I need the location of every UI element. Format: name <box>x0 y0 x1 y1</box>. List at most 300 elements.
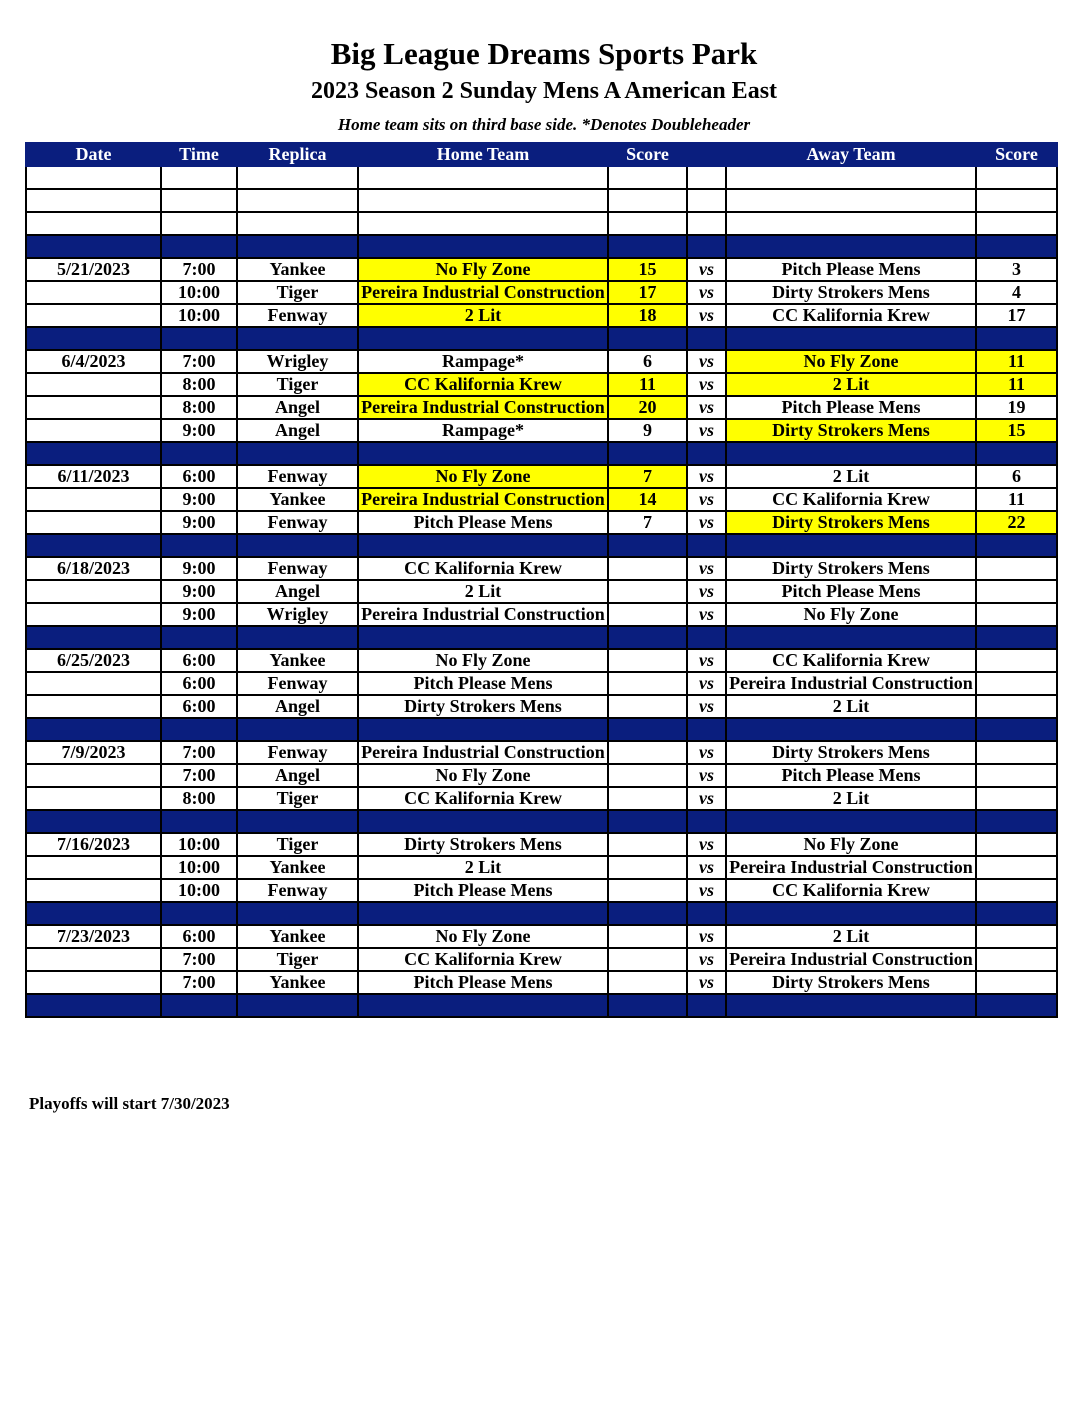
separator-cell <box>237 810 358 833</box>
vs-cell: vs <box>687 971 726 994</box>
separator-cell <box>237 235 358 258</box>
away-team-cell: 2 Lit <box>726 373 976 396</box>
time-cell: 6:00 <box>161 465 237 488</box>
separator-cell <box>237 442 358 465</box>
blank-cell <box>608 166 687 189</box>
home-team-cell: CC Kalifornia Krew <box>358 373 608 396</box>
replica-cell: Yankee <box>237 971 358 994</box>
home-score-cell <box>608 787 687 810</box>
vs-cell: vs <box>687 695 726 718</box>
vs-cell: vs <box>687 258 726 281</box>
separator-cell <box>358 626 608 649</box>
separator-cell <box>237 902 358 925</box>
game-row <box>26 764 1057 787</box>
away-score-cell: 17 <box>976 304 1057 327</box>
home-score-cell: 15 <box>608 258 687 281</box>
separator-cell <box>26 534 161 557</box>
home-team-cell: No Fly Zone <box>358 764 608 787</box>
vs-cell: vs <box>687 649 726 672</box>
away-score-cell <box>976 672 1057 695</box>
separator-cell <box>608 534 687 557</box>
separator-cell <box>976 534 1057 557</box>
date-cell <box>26 396 161 419</box>
home-score-cell: 6 <box>608 350 687 373</box>
game-row <box>26 580 1057 603</box>
home-team-cell: No Fly Zone <box>358 649 608 672</box>
col-header-home-team: Home Team <box>358 143 608 166</box>
replica-cell: Angel <box>237 419 358 442</box>
home-score-cell <box>608 649 687 672</box>
time-cell: 6:00 <box>161 695 237 718</box>
separator-cell <box>687 327 726 350</box>
home-score-cell <box>608 603 687 626</box>
separator-cell <box>237 994 358 1017</box>
game-row <box>26 741 1057 764</box>
away-team-cell: CC Kalifornia Krew <box>726 304 976 327</box>
date-cell <box>26 948 161 971</box>
away-team-cell: CC Kalifornia Krew <box>726 879 976 902</box>
home-score-cell: 7 <box>608 511 687 534</box>
separator-cell <box>161 534 237 557</box>
col-header-replica: Replica <box>237 143 358 166</box>
time-cell: 7:00 <box>161 948 237 971</box>
time-cell: 7:00 <box>161 350 237 373</box>
vs-cell: vs <box>687 603 726 626</box>
blank-cell <box>726 212 976 235</box>
separator-cell <box>358 235 608 258</box>
away-team-cell: Dirty Strokers Mens <box>726 971 976 994</box>
game-row <box>26 304 1057 327</box>
home-team-cell: Rampage* <box>358 350 608 373</box>
separator-cell <box>976 718 1057 741</box>
away-team-cell: Pereira Industrial Construction <box>726 672 976 695</box>
game-row <box>26 258 1057 281</box>
time-cell: 8:00 <box>161 373 237 396</box>
blank-cell <box>26 189 161 212</box>
separator-cell <box>26 442 161 465</box>
away-score-cell <box>976 580 1057 603</box>
home-score-cell: 17 <box>608 281 687 304</box>
home-score-cell <box>608 971 687 994</box>
home-score-cell <box>608 695 687 718</box>
separator-cell <box>608 235 687 258</box>
col-header-away-score: Score <box>976 143 1057 166</box>
game-row <box>26 488 1057 511</box>
col-header-away-team: Away Team <box>726 143 976 166</box>
separator-cell <box>726 235 976 258</box>
game-row <box>26 511 1057 534</box>
separator-cell <box>976 327 1057 350</box>
game-row <box>26 419 1057 442</box>
time-cell: 8:00 <box>161 396 237 419</box>
col-header-home-score: Score <box>608 143 687 166</box>
separator-cell <box>976 994 1057 1017</box>
away-team-cell: Pereira Industrial Construction <box>726 948 976 971</box>
game-row <box>26 833 1057 856</box>
away-score-cell: 11 <box>976 373 1057 396</box>
separator-cell <box>237 718 358 741</box>
away-team-cell: No Fly Zone <box>726 833 976 856</box>
home-team-cell: Rampage* <box>358 419 608 442</box>
separator-cell <box>358 994 608 1017</box>
date-cell <box>26 695 161 718</box>
away-score-cell <box>976 787 1057 810</box>
away-team-cell: Dirty Strokers Mens <box>726 511 976 534</box>
away-team-cell: Pitch Please Mens <box>726 764 976 787</box>
replica-cell: Tiger <box>237 948 358 971</box>
vs-cell: vs <box>687 465 726 488</box>
separator-cell <box>26 327 161 350</box>
separator-row <box>26 327 1057 350</box>
vs-cell: vs <box>687 580 726 603</box>
separator-cell <box>687 902 726 925</box>
separator-cell <box>976 902 1057 925</box>
away-team-cell: No Fly Zone <box>726 603 976 626</box>
home-team-cell: 2 Lit <box>358 304 608 327</box>
game-row <box>26 971 1057 994</box>
date-cell: 5/21/2023 <box>26 258 161 281</box>
home-score-cell <box>608 879 687 902</box>
date-cell <box>26 580 161 603</box>
blank-cell <box>608 212 687 235</box>
vs-cell: vs <box>687 856 726 879</box>
game-row <box>26 350 1057 373</box>
date-cell <box>26 281 161 304</box>
vs-cell: vs <box>687 833 726 856</box>
home-score-cell <box>608 672 687 695</box>
away-team-cell: No Fly Zone <box>726 350 976 373</box>
separator-cell <box>358 902 608 925</box>
away-team-cell: Dirty Strokers Mens <box>726 741 976 764</box>
separator-cell <box>726 442 976 465</box>
vs-cell: vs <box>687 511 726 534</box>
home-score-cell <box>608 925 687 948</box>
separator-cell <box>726 902 976 925</box>
away-score-cell: 19 <box>976 396 1057 419</box>
home-score-cell <box>608 557 687 580</box>
col-header-vs <box>687 143 726 166</box>
schedule-note: Home team sits on third base side. *Denotes Doubleheader <box>337 115 751 134</box>
replica-cell: Fenway <box>237 672 358 695</box>
separator-cell <box>976 810 1057 833</box>
home-team-cell: Pitch Please Mens <box>358 971 608 994</box>
separator-cell <box>26 810 161 833</box>
separator-cell <box>976 235 1057 258</box>
replica-cell: Yankee <box>237 649 358 672</box>
home-score-cell: 14 <box>608 488 687 511</box>
blank-cell <box>161 212 237 235</box>
date-cell <box>26 764 161 787</box>
separator-cell <box>237 626 358 649</box>
date-cell <box>26 603 161 626</box>
time-cell: 9:00 <box>161 488 237 511</box>
away-team-cell: CC Kalifornia Krew <box>726 488 976 511</box>
date-cell: 7/9/2023 <box>26 741 161 764</box>
separator-cell <box>726 994 976 1017</box>
separator-cell <box>608 442 687 465</box>
game-row <box>26 879 1057 902</box>
separator-cell <box>161 235 237 258</box>
separator-cell <box>976 626 1057 649</box>
away-score-cell: 15 <box>976 419 1057 442</box>
blank-cell <box>726 189 976 212</box>
replica-cell: Tiger <box>237 833 358 856</box>
away-team-cell: Dirty Strokers Mens <box>726 419 976 442</box>
time-cell: 7:00 <box>161 741 237 764</box>
blank-row <box>26 166 1057 189</box>
replica-cell: Angel <box>237 764 358 787</box>
vs-cell: vs <box>687 764 726 787</box>
vs-cell: vs <box>687 787 726 810</box>
game-row <box>26 603 1057 626</box>
replica-cell: Wrigley <box>237 350 358 373</box>
replica-cell: Tiger <box>237 787 358 810</box>
blank-cell <box>687 189 726 212</box>
separator-cell <box>726 534 976 557</box>
blank-cell <box>726 166 976 189</box>
schedule-table <box>25 142 1058 1018</box>
game-row <box>26 465 1057 488</box>
home-score-cell: 9 <box>608 419 687 442</box>
blank-cell <box>358 166 608 189</box>
blank-cell <box>237 166 358 189</box>
date-cell <box>26 787 161 810</box>
separator-row <box>26 235 1057 258</box>
replica-cell: Yankee <box>237 925 358 948</box>
separator-row <box>26 718 1057 741</box>
separator-cell <box>161 718 237 741</box>
replica-cell: Fenway <box>237 741 358 764</box>
blank-cell <box>161 166 237 189</box>
replica-cell: Fenway <box>237 557 358 580</box>
home-team-cell: Pitch Please Mens <box>358 879 608 902</box>
separator-cell <box>161 442 237 465</box>
date-cell <box>26 672 161 695</box>
away-score-cell <box>976 971 1057 994</box>
separator-cell <box>26 902 161 925</box>
date-cell <box>26 373 161 396</box>
home-team-cell: CC Kalifornia Krew <box>358 557 608 580</box>
separator-cell <box>608 810 687 833</box>
time-cell: 10:00 <box>161 833 237 856</box>
home-score-cell <box>608 741 687 764</box>
home-score-cell: 18 <box>608 304 687 327</box>
game-row <box>26 787 1057 810</box>
replica-cell: Angel <box>237 580 358 603</box>
separator-cell <box>358 442 608 465</box>
home-team-cell: Pitch Please Mens <box>358 511 608 534</box>
date-cell <box>26 419 161 442</box>
separator-cell <box>161 902 237 925</box>
separator-cell <box>161 810 237 833</box>
home-team-cell: CC Kalifornia Krew <box>358 787 608 810</box>
game-row <box>26 373 1057 396</box>
vs-cell: vs <box>687 557 726 580</box>
home-score-cell: 20 <box>608 396 687 419</box>
away-score-cell <box>976 925 1057 948</box>
time-cell: 9:00 <box>161 580 237 603</box>
away-score-cell <box>976 741 1057 764</box>
time-cell: 6:00 <box>161 925 237 948</box>
replica-cell: Yankee <box>237 856 358 879</box>
vs-cell: vs <box>687 925 726 948</box>
away-score-cell: 22 <box>976 511 1057 534</box>
home-score-cell <box>608 856 687 879</box>
away-score-cell <box>976 603 1057 626</box>
home-team-cell: Pereira Industrial Construction <box>358 603 608 626</box>
away-team-cell: 2 Lit <box>726 465 976 488</box>
separator-cell <box>26 718 161 741</box>
vs-cell: vs <box>687 879 726 902</box>
col-header-time: Time <box>161 143 237 166</box>
away-score-cell <box>976 879 1057 902</box>
blank-cell <box>26 166 161 189</box>
away-score-cell <box>976 856 1057 879</box>
time-cell: 7:00 <box>161 258 237 281</box>
separator-row <box>26 810 1057 833</box>
vs-cell: vs <box>687 281 726 304</box>
away-team-cell: Pereira Industrial Construction <box>726 856 976 879</box>
vs-cell: vs <box>687 373 726 396</box>
home-team-cell: 2 Lit <box>358 580 608 603</box>
schedule-body <box>26 166 1057 1017</box>
separator-cell <box>687 994 726 1017</box>
home-team-cell: Pereira Industrial Construction <box>358 281 608 304</box>
separator-cell <box>976 442 1057 465</box>
home-team-cell: CC Kalifornia Krew <box>358 948 608 971</box>
vs-cell: vs <box>687 419 726 442</box>
time-cell: 10:00 <box>161 879 237 902</box>
home-team-cell: No Fly Zone <box>358 925 608 948</box>
page-title: Big League Dreams Sports Park <box>330 36 758 71</box>
separator-cell <box>608 902 687 925</box>
home-score-cell <box>608 580 687 603</box>
blank-cell <box>358 189 608 212</box>
replica-cell: Angel <box>237 695 358 718</box>
date-cell <box>26 488 161 511</box>
date-cell: 6/4/2023 <box>26 350 161 373</box>
blank-cell <box>237 189 358 212</box>
time-cell: 7:00 <box>161 764 237 787</box>
date-cell: 6/11/2023 <box>26 465 161 488</box>
vs-cell: vs <box>687 488 726 511</box>
away-team-cell: Pitch Please Mens <box>726 580 976 603</box>
time-cell: 10:00 <box>161 856 237 879</box>
vs-cell: vs <box>687 948 726 971</box>
replica-cell: Fenway <box>237 511 358 534</box>
away-score-cell: 6 <box>976 465 1057 488</box>
away-score-cell: 11 <box>976 350 1057 373</box>
separator-row <box>26 902 1057 925</box>
home-team-cell: Pereira Industrial Construction <box>358 488 608 511</box>
away-score-cell <box>976 764 1057 787</box>
separator-cell <box>608 327 687 350</box>
date-cell <box>26 971 161 994</box>
time-cell: 9:00 <box>161 557 237 580</box>
blank-cell <box>161 189 237 212</box>
separator-row <box>26 442 1057 465</box>
game-row <box>26 649 1057 672</box>
blank-cell <box>608 189 687 212</box>
separator-cell <box>687 718 726 741</box>
home-score-cell <box>608 948 687 971</box>
date-cell: 6/18/2023 <box>26 557 161 580</box>
blank-cell <box>237 212 358 235</box>
away-team-cell: Pitch Please Mens <box>726 258 976 281</box>
separator-cell <box>726 626 976 649</box>
replica-cell: Fenway <box>237 879 358 902</box>
replica-cell: Fenway <box>237 465 358 488</box>
time-cell: 9:00 <box>161 419 237 442</box>
blank-cell <box>976 189 1057 212</box>
separator-cell <box>726 327 976 350</box>
separator-cell <box>608 994 687 1017</box>
home-score-cell: 11 <box>608 373 687 396</box>
vs-cell: vs <box>687 350 726 373</box>
home-score-cell <box>608 764 687 787</box>
date-cell: 7/23/2023 <box>26 925 161 948</box>
playoffs-note: Playoffs will start 7/30/2023 <box>29 1094 230 1113</box>
game-row <box>26 396 1057 419</box>
blank-cell <box>976 166 1057 189</box>
home-team-cell: Dirty Strokers Mens <box>358 833 608 856</box>
separator-cell <box>726 718 976 741</box>
time-cell: 9:00 <box>161 603 237 626</box>
separator-cell <box>358 810 608 833</box>
date-cell <box>26 304 161 327</box>
game-row <box>26 856 1057 879</box>
away-team-cell: Dirty Strokers Mens <box>726 557 976 580</box>
away-score-cell <box>976 695 1057 718</box>
away-score-cell: 4 <box>976 281 1057 304</box>
game-row <box>26 557 1057 580</box>
away-score-cell <box>976 948 1057 971</box>
away-score-cell <box>976 833 1057 856</box>
game-row <box>26 948 1057 971</box>
separator-cell <box>608 718 687 741</box>
away-team-cell: 2 Lit <box>726 925 976 948</box>
page-subtitle: 2023 Season 2 Sunday Mens A American East <box>310 78 778 104</box>
home-score-cell: 7 <box>608 465 687 488</box>
col-header-date: Date <box>26 143 161 166</box>
date-cell: 6/25/2023 <box>26 649 161 672</box>
home-team-cell: No Fly Zone <box>358 465 608 488</box>
away-team-cell: Dirty Strokers Mens <box>726 281 976 304</box>
separator-cell <box>608 626 687 649</box>
time-cell: 6:00 <box>161 672 237 695</box>
separator-cell <box>237 534 358 557</box>
away-team-cell: 2 Lit <box>726 695 976 718</box>
separator-cell <box>26 235 161 258</box>
blank-cell <box>358 212 608 235</box>
separator-cell <box>26 626 161 649</box>
away-team-cell: Pitch Please Mens <box>726 396 976 419</box>
blank-cell <box>26 212 161 235</box>
away-score-cell: 11 <box>976 488 1057 511</box>
home-team-cell: No Fly Zone <box>358 258 608 281</box>
date-cell <box>26 879 161 902</box>
header-row <box>26 143 1057 166</box>
date-cell <box>26 511 161 534</box>
replica-cell: Yankee <box>237 258 358 281</box>
blank-cell <box>687 212 726 235</box>
time-cell: 10:00 <box>161 304 237 327</box>
separator-cell <box>161 626 237 649</box>
home-team-cell: Pereira Industrial Construction <box>358 741 608 764</box>
replica-cell: Angel <box>237 396 358 419</box>
replica-cell: Yankee <box>237 488 358 511</box>
vs-cell: vs <box>687 741 726 764</box>
